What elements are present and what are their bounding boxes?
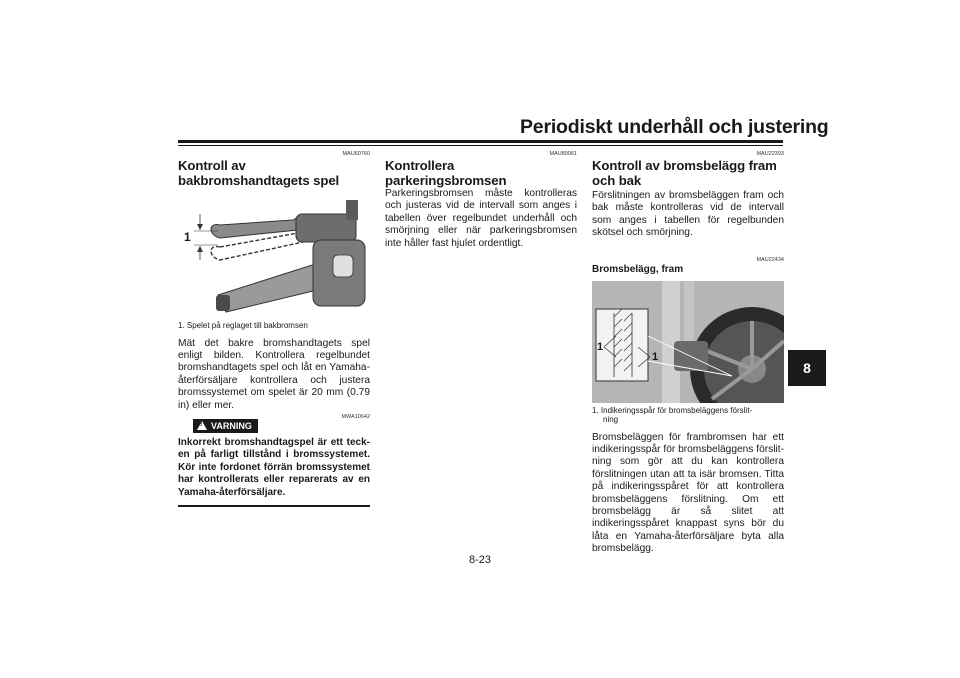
- page-title: Periodiskt underhåll och justering: [520, 116, 829, 138]
- body-text: Förslitningen av bromsbeläggen fram och bak måste kontrolleras vid de intervall som anges i tabellen för regelbunden skötsel och smörjning.: [592, 190, 784, 239]
- subsection-title: Bromsbelägg, fram: [592, 263, 684, 275]
- header-rule-thin: [178, 145, 783, 146]
- section-code: MAU89061: [549, 151, 577, 157]
- caption-line: 1. Indikeringsspår för bromsbeläggens förslit-: [592, 405, 753, 415]
- brake-lever-figure: [178, 200, 370, 313]
- middle-column: [385, 150, 577, 250]
- body-text: Parkeringsbromsen måste kontrolleras och justeras vid de intervall som anges i tabellen över regelbundet underhåll och smörjning eller när parkeringsbromsen inte håller fast hjulet ordentligt.: [385, 188, 577, 249]
- warning-icon: [197, 421, 207, 430]
- figure-callout-right: 1: [652, 350, 659, 363]
- page-number: 8-23: [468, 554, 492, 566]
- figure-callout-left: 1: [597, 340, 604, 353]
- left-column: [178, 150, 370, 507]
- figure-caption: [592, 406, 784, 425]
- section-code: MAU22393: [756, 151, 784, 157]
- figure-callout: 1: [184, 230, 191, 244]
- right-column: [592, 150, 784, 556]
- header-rule: [178, 140, 783, 143]
- section-title: Kontroll av bakbromshandtagets spel: [178, 158, 340, 188]
- section-code: MAU60760: [342, 151, 370, 157]
- body-text: Mät det bakre bromshandtagets spel enligt bilden. Kontrollera regelbundet bromshandtagets spel och låt en Yamaha-återförsäljare kontrollera och justera bromssystemet om spelet är 20 mm (0.79 in) eller mer.: [178, 337, 370, 411]
- body-text: Bromsbeläggen för frambromsen har ett indikeringsspår för bromsbeläggens förslitning som gör att du kan kontrollera förslitningen utan att ta isär bromsen. Titta på indikeringsspåret för att kontrollera bromsbeläggens förslitning. Om ett bromsbelägg är så slitet att indikeringsspåret knappast syns bör du låta en Yamaha-återförsäljare byta alla bromsbelägg.: [592, 431, 784, 555]
- subsection-code: MAU22434: [756, 256, 784, 263]
- brake-pad-figure: [592, 281, 784, 403]
- warning-rule: [178, 505, 370, 507]
- chapter-tab[interactable]: 8: [788, 350, 826, 386]
- section-title: Kontroll av bromsbelägg fram och bak: [592, 158, 777, 188]
- caption-line: ning: [603, 415, 619, 425]
- warning-badge: [193, 419, 258, 433]
- brake-pad-photo: [592, 281, 784, 403]
- warning-code: MWA10642: [341, 413, 370, 420]
- figure-caption: 1. Spelet på reglaget till bakbromsen: [178, 321, 308, 330]
- warning-text: Inkorrekt bromshandtagspel är ett tecken på farligt tillstånd i bromssystemet. Kör inte fordonet förrän bromssystemet har kontrollerats eller reparerats av en Yamaha-återförsäljare.: [178, 436, 370, 498]
- warning-label: VARNING: [211, 420, 252, 431]
- brake-lever-illustration: [178, 200, 370, 313]
- section-title: Kontrollera parkeringsbromsen: [385, 158, 507, 188]
